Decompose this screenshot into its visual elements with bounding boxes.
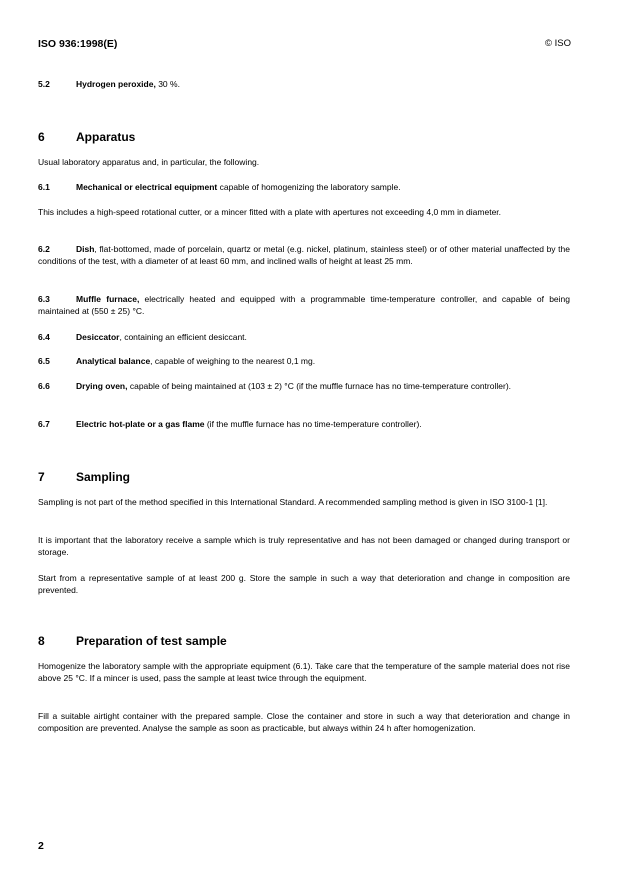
clause-7-heading <box>38 470 130 484</box>
clause-title: Sampling <box>76 470 131 484</box>
subclause-number: 6.5 <box>38 356 50 366</box>
subclause-term: Drying oven, <box>76 381 128 391</box>
clause-7-paragraph-2: It is important that the laboratory receive a sample which is truly representative and has not been damaged or changed during transport or storage. <box>38 535 570 557</box>
clause-title: Preparation of test sample <box>76 634 227 648</box>
subclause-6-4 <box>38 332 570 344</box>
subclause-6-2 <box>38 244 570 267</box>
subclause-number: 6.6 <box>38 381 50 391</box>
subclause-number: 5.2 <box>38 79 50 89</box>
clause-8-heading <box>38 634 227 648</box>
clause-number: 6 <box>38 130 45 144</box>
page-number: 2 <box>38 840 44 852</box>
subclause-6-5 <box>38 356 570 368</box>
subclause-number: 6.1 <box>38 182 50 192</box>
clause-6-intro: Usual laboratory apparatus and, in particular, the following. <box>38 157 260 167</box>
clause-number: 7 <box>38 470 45 484</box>
subclause-number: 6.2 <box>38 244 50 254</box>
clause-8-paragraph-1: Homogenize the laboratory sample with the appropriate equipment (6.1). Take care that the temperature of the sample material does not rise above 25 °C. If a mincer is used, pass the sample at least twice through the equipment. <box>38 661 570 683</box>
subclause-number: 6.4 <box>38 332 50 342</box>
clause-title: Apparatus <box>76 130 136 144</box>
subclause-6-6 <box>38 381 570 393</box>
clause-number: 8 <box>38 634 45 648</box>
subclause-term: Muffle furnace, <box>76 294 140 304</box>
subclause-term: Desiccator <box>76 332 120 342</box>
subclause-text: capable of homogenizing the laboratory sample. <box>217 182 401 192</box>
document-header-copyright: © ISO <box>544 38 571 49</box>
subclause-term: Dish <box>76 244 95 254</box>
subclause-number: 6.3 <box>38 294 50 304</box>
subclause-term: Hydrogen peroxide, <box>76 79 156 89</box>
subclause-number: 6.7 <box>38 419 50 429</box>
clause-7-paragraph-1: Sampling is not part of the method specified in this International Standard. A recommended sampling method is given in ISO 3100-1 [1]. <box>38 497 548 507</box>
subclause-text: electrically heated and equipped with a programmable time-temperature controller, and capable of being maintained at (550 ± 25) °C. <box>38 294 570 316</box>
subclause-6-1 <box>38 182 570 194</box>
clause-7-paragraph-3: Start from a representative sample of at least 200 g. Store the sample in such a way that deterioration and change in composition are prevented. <box>38 573 570 595</box>
clause-8-paragraph-2: Fill a suitable airtight container with the prepared sample. Close the container and store in such a way that deterioration and change in composition are prevented. Analyse the sample as soon as practicable, but always within 24 h after homogenization. <box>38 711 570 733</box>
subclause-6-3 <box>38 294 570 317</box>
subclause-5-2 <box>38 79 570 91</box>
subclause-term: Mechanical or electrical equipment <box>76 182 218 192</box>
subclause-text: , capable of weighing to the nearest 0,1 mg. <box>150 356 316 366</box>
subclause-6-1-note: This includes a high-speed rotational cutter, or a mincer fitted with a plate with apertures not exceeding 4,0 mm in diameter. <box>38 207 502 217</box>
subclause-text: (if the muffle furnace has no time-temperature controller). <box>204 419 422 429</box>
subclause-text: , containing an efficient desiccant. <box>119 332 247 342</box>
subclause-term: Electric hot-plate or a gas flame <box>76 419 205 429</box>
subclause-6-7 <box>38 419 570 431</box>
subclause-text: capable of being maintained at (103 ± 2) °C (if the muffle furnace has no time-temperature controller). <box>127 381 512 391</box>
document-header-standard: ISO 936:1998(E) <box>38 38 118 50</box>
subclause-text: , flat-bottomed, made of porcelain, quartz or metal (e.g. nickel, platinum, stainless steel) or of other material unaffected by the conditions of the test, with a diameter of at least 60 mm, and inclined walls of height at least 25 mm. <box>38 244 570 266</box>
subclause-term: Analytical balance <box>76 356 151 366</box>
subclause-text: 30 %. <box>155 79 180 89</box>
clause-6-heading <box>38 130 135 144</box>
